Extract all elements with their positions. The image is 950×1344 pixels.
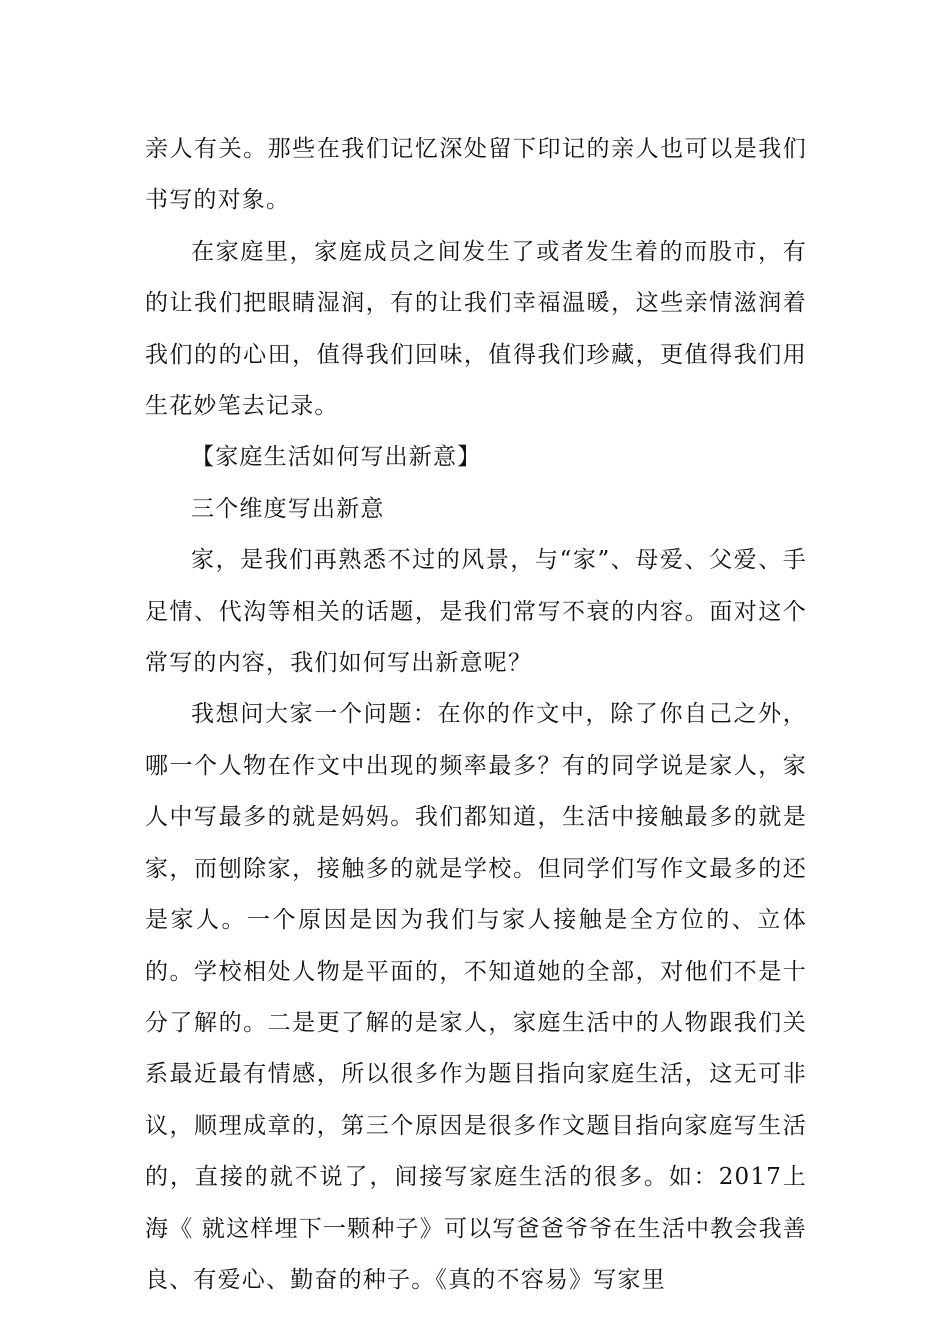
paragraph-question: 我想问大家一个问题：在你的作文中，除了你自己之外，哪一个人物在作文中出现的频率最多？有的同学说是家人，家人中写最多的就是妈妈。我们都知道，生活中接触最多的就是家，而刨除家，接触多的就是学校。但同学们写作文最多的还是家人。一个原因是因为我们与家人接触是全方位的、立体的。学校相处人物是平面的，不知道她的全部，对他们不是十分了解的。二是更了解的是家人，家庭生活中的人物跟我们关系最近最有情感，所以很多作为题目指向家庭生活，这无可非议，顺理成章的，第三个原因是很多作文题目指向家庭写生活的，直接的就不说了，间接写家庭生活的很多。如：2017上海《 就这样埋下一颗种子》可以写爸爸爷爷在生活中教会我善良、有爱心、勤奋的种子。《真的不容易》写家里 <box>145 701 807 1293</box>
paragraph-continuation: 亲人有关。那些在我们记忆深处留下印记的亲人也可以是我们书写的对象。 <box>145 136 807 214</box>
subsection-heading: 三个维度写出新意 <box>191 495 385 522</box>
paragraph-family-life: 在家庭里，家庭成员之间发生了或者发生着的而股市，有的让我们把眼睛湿润，有的让我们幸福温暖，这些亲情滋润着我们的的心田，值得我们回味，值得我们珍藏，更值得我们用生花妙笔去记录。 <box>145 238 807 420</box>
document-page <box>145 124 807 1306</box>
paragraph-home-scenery: 家，是我们再熟悉不过的风景，与“家”、母爱、父爱、手足情、代沟等相关的话题，是我们常写不衰的内容。面对这个常写的内容，我们如何写出新意呢？ <box>145 547 807 677</box>
section-heading: 【家庭生活如何写出新意】 <box>191 444 482 471</box>
